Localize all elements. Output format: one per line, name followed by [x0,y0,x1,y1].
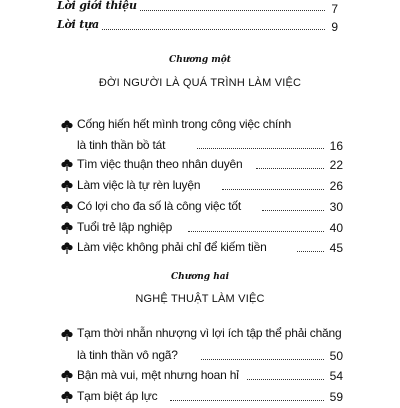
clover-icon [60,369,74,383]
page-number: 30 [329,200,343,214]
toc-entry[interactable] [0,177,400,197]
leader-dots [140,10,325,11]
clover-icon [60,200,74,214]
page-number: 40 [329,221,343,235]
entry-title-cont: là tinh thần vô ngã? [77,348,178,362]
entry-title: Lời giới thiệu [57,0,137,12]
clover-icon [60,158,74,172]
leader-dots [247,379,324,380]
leader-dots [170,400,324,401]
clover-icon [60,328,74,342]
toc-entry[interactable] [0,388,400,408]
clover-icon [60,179,74,193]
clover-icon [60,390,74,404]
leader-dots [102,29,325,30]
toc-entry[interactable] [0,198,400,218]
toc-entry[interactable] [0,16,400,36]
chapter-title: ĐỜI NGƯỜI LÀ QUÁ TRÌNH LÀM VIỆC [98,77,302,89]
entry-title: Tạm biệt áp lực [77,389,158,403]
clover-icon [60,119,74,133]
page-number: 54 [329,369,343,383]
entry-title: Tạm thời nhẫn nhượng vì lợi ích tập thể phải chăng [77,326,342,340]
page-number: 26 [329,179,343,193]
entry-title: Làm việc không phải chỉ để kiếm tiền [77,240,267,254]
page-number: 9 [331,20,338,34]
leader-dots [197,148,324,149]
entry-title-cont: là tinh thần bồ tát [77,138,166,152]
toc-entry[interactable] [0,115,400,151]
toc-entry[interactable] [0,219,400,239]
leader-dots [262,210,324,211]
chapter-title: NGHỆ THUẬT LÀM VIỆC [135,293,265,305]
entry-title: Lời tựa [57,18,99,31]
chapter-label: Chương hai [170,272,230,282]
entry-title: Tuổi trẻ lập nghiệp [77,220,173,234]
chapter-label: Chương một [169,55,231,65]
leader-dots [201,359,324,360]
leader-dots [222,189,324,190]
clover-icon [60,241,74,255]
leader-dots [297,251,324,252]
page-number: 45 [329,241,343,255]
entry-title: Bận mà vui, mệt nhưng hoan hỉ [77,368,239,382]
entry-title: Cống hiến hết mình trong công việc chính [77,117,292,131]
page-number: 16 [329,139,343,153]
toc-entry[interactable] [0,325,400,361]
page-number: 59 [329,390,343,404]
toc-entry[interactable] [0,156,400,176]
page-number: 7 [331,2,338,16]
page-number: 50 [329,349,343,363]
entry-title: Có lợi cho đa số là công việc tốt [77,199,242,213]
entry-title: Làm việc là tự rèn luyện [77,178,201,192]
leader-dots [256,168,324,169]
toc-entry[interactable] [0,367,400,387]
page-number: 22 [329,158,343,172]
entry-title: Tìm việc thuận theo nhân duyên [77,157,243,171]
clover-icon [60,221,74,235]
toc-entry[interactable] [0,239,400,259]
leader-dots [188,231,324,232]
